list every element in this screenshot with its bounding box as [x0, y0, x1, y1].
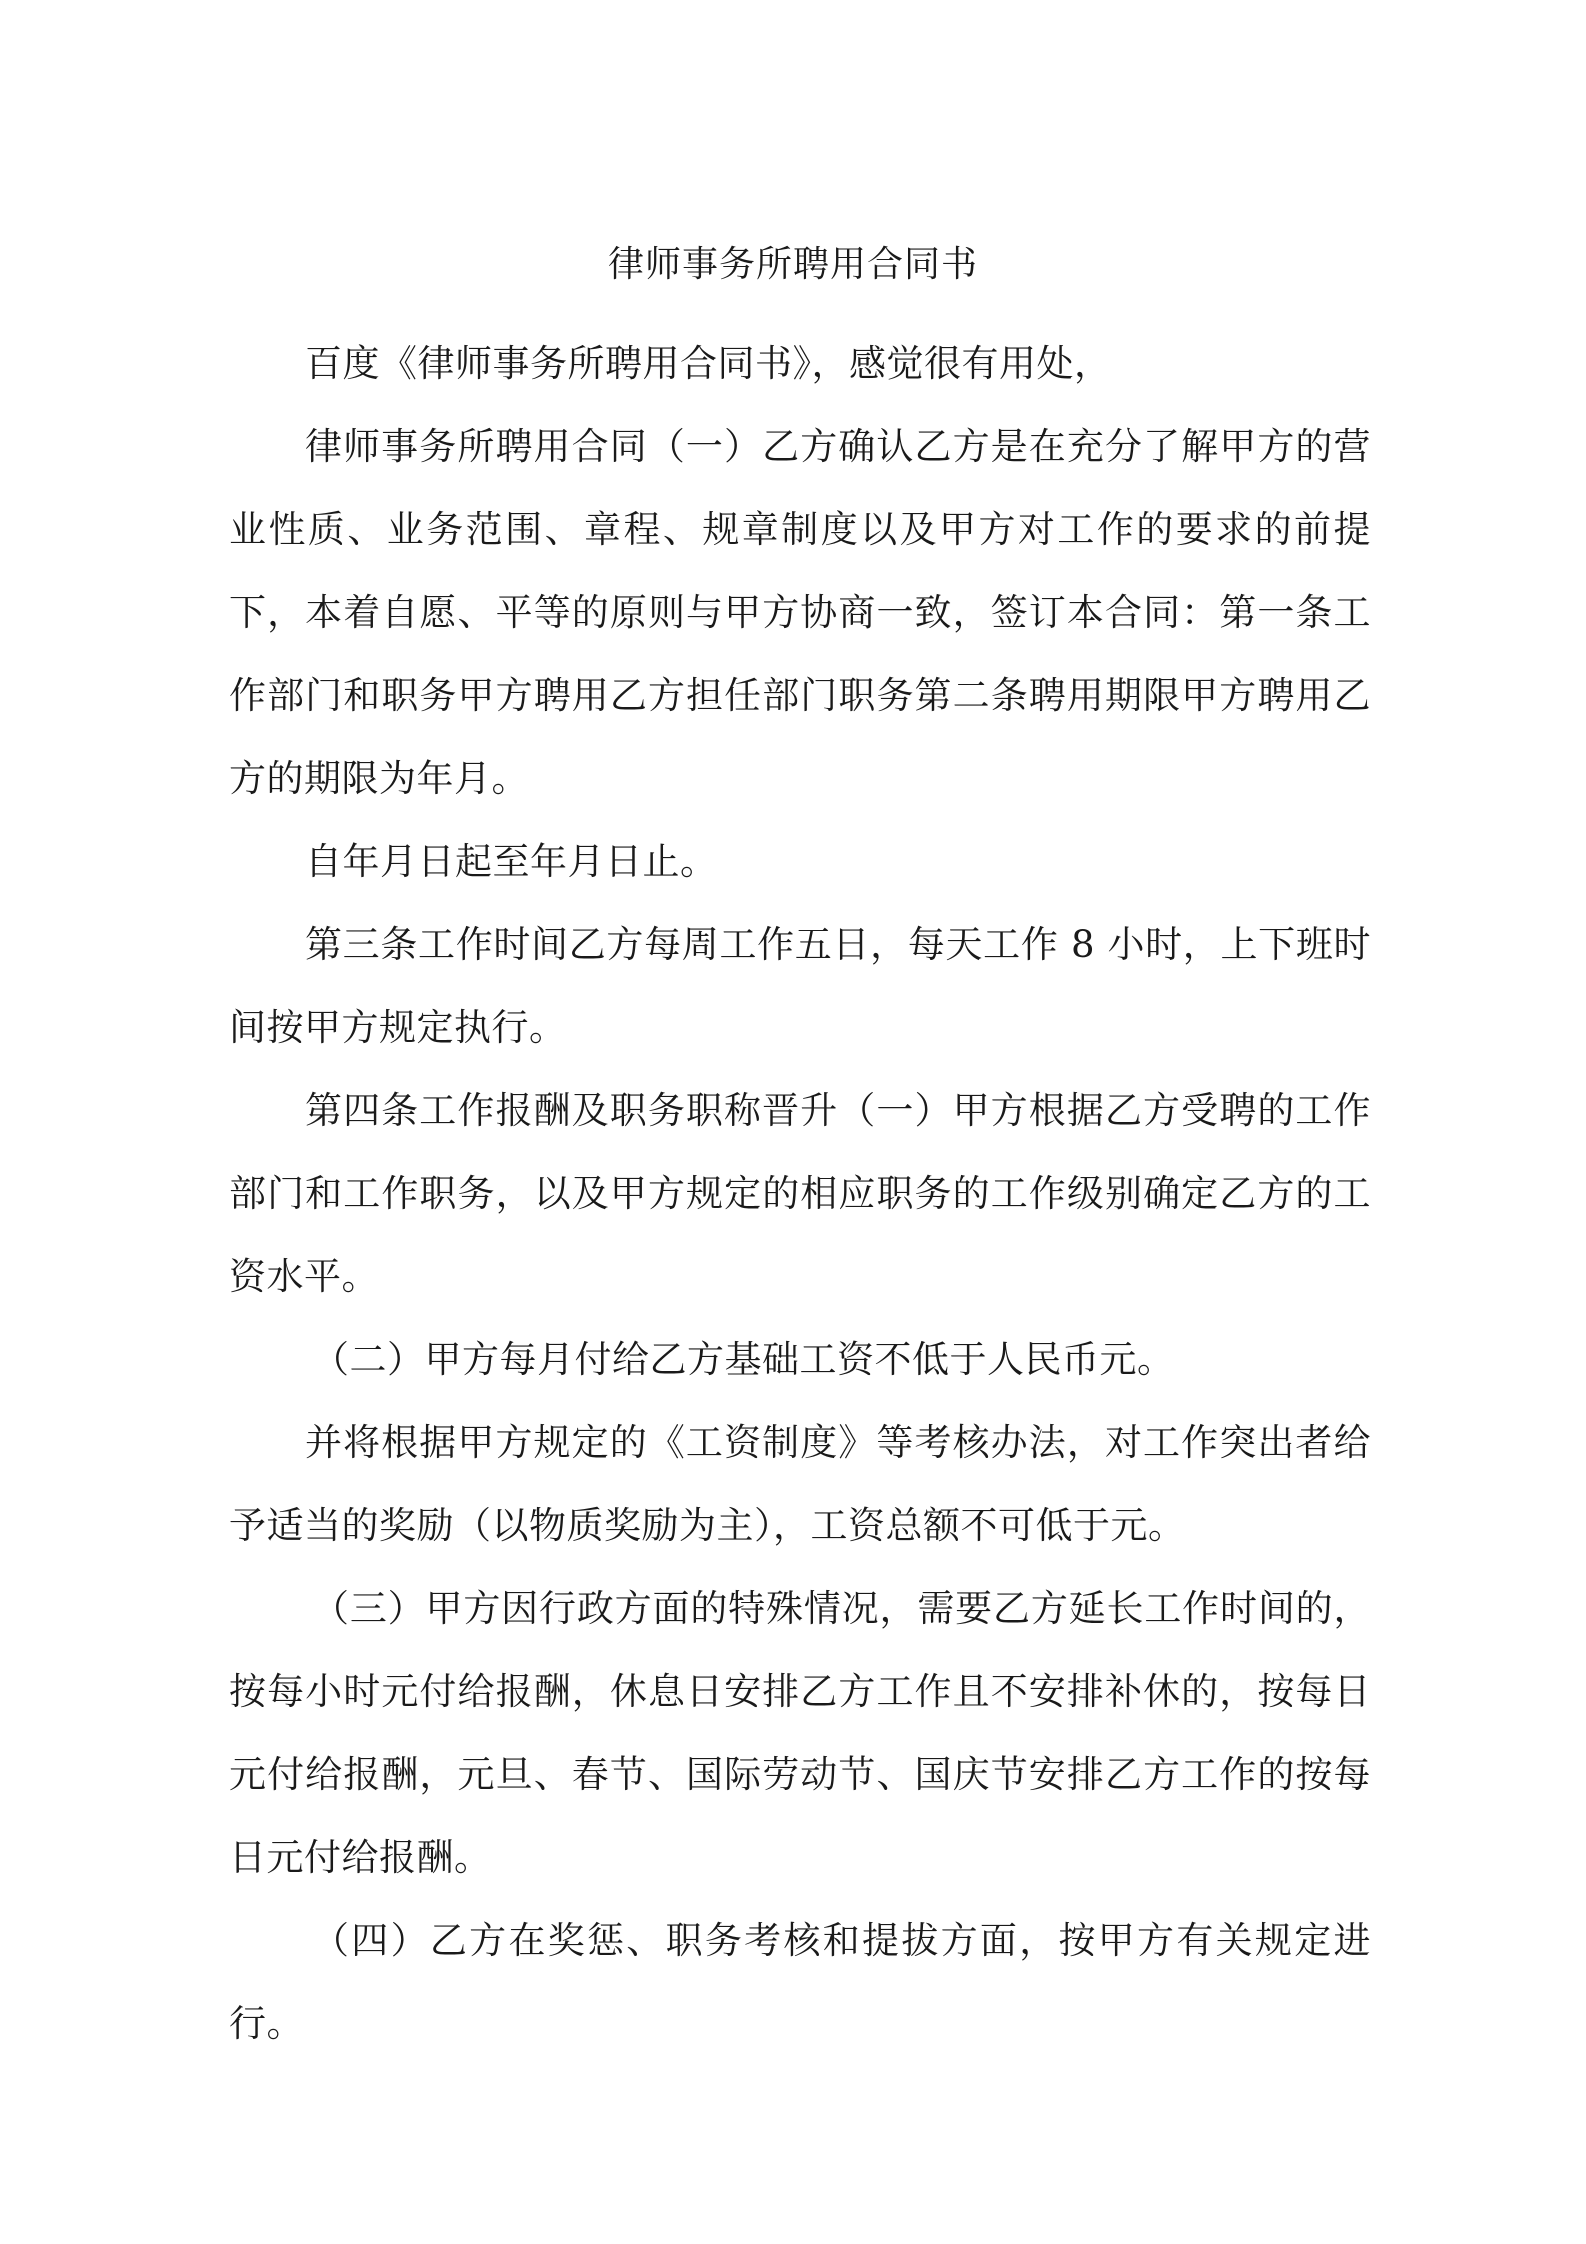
paragraph-clause-two: （二）甲方每月付给乙方基础工资不低于人民币元。: [312, 1338, 1175, 1381]
paragraph-clause-three: （三）甲方因行政方面的特殊情况，需要乙方延长工作时间的，按每小时元付给报酬，休息日安排乙方工作且不安排补休的，按每日元付给报酬，元旦、春节、国际劳动节、国庆节安排乙方工作的按每日元付给报酬。: [229, 1587, 1371, 1879]
paragraph-article-three: 第三条工作时间乙方每周工作五日，每天工作 8 小时，上下班时间按甲方规定执行。: [229, 923, 1371, 1049]
paragraph-clause-four: （四）乙方在奖惩、职务考核和提拔方面，按甲方有关规定进行。: [229, 1919, 1371, 2045]
paragraph-contract-one: 律师事务所聘用合同（一）乙方确认乙方是在充分了解甲方的营业性质、业务范围、章程、规章制度以及甲方对工作的要求的前提下，本着自愿、平等的原则与甲方协商一致，签订本合同：第一条工作部门和职务甲方聘用乙方担任部门职务第二条聘用期限甲方聘用乙方的期限为年月。: [229, 425, 1371, 800]
paragraph-article-four: 第四条工作报酬及职务职称晋升（一）甲方根据乙方受聘的工作部门和工作职务，以及甲方规定的相应职务的工作级别确定乙方的工资水平。: [229, 1089, 1371, 1298]
paragraph-term-dates: 自年月日起至年月日止。: [305, 840, 718, 883]
document-body: [229, 322, 1371, 2065]
paragraph-intro: 百度《律师事务所聘用合同书》，感觉很有用处，: [305, 342, 1112, 385]
paragraph-salary-system: 并将根据甲方规定的《工资制度》等考核办法，对工作突出者给予适当的奖励（以物质奖励为主），工资总额不可低于元。: [229, 1421, 1371, 1547]
document-title: 律师事务所聘用合同书: [607, 244, 978, 285]
